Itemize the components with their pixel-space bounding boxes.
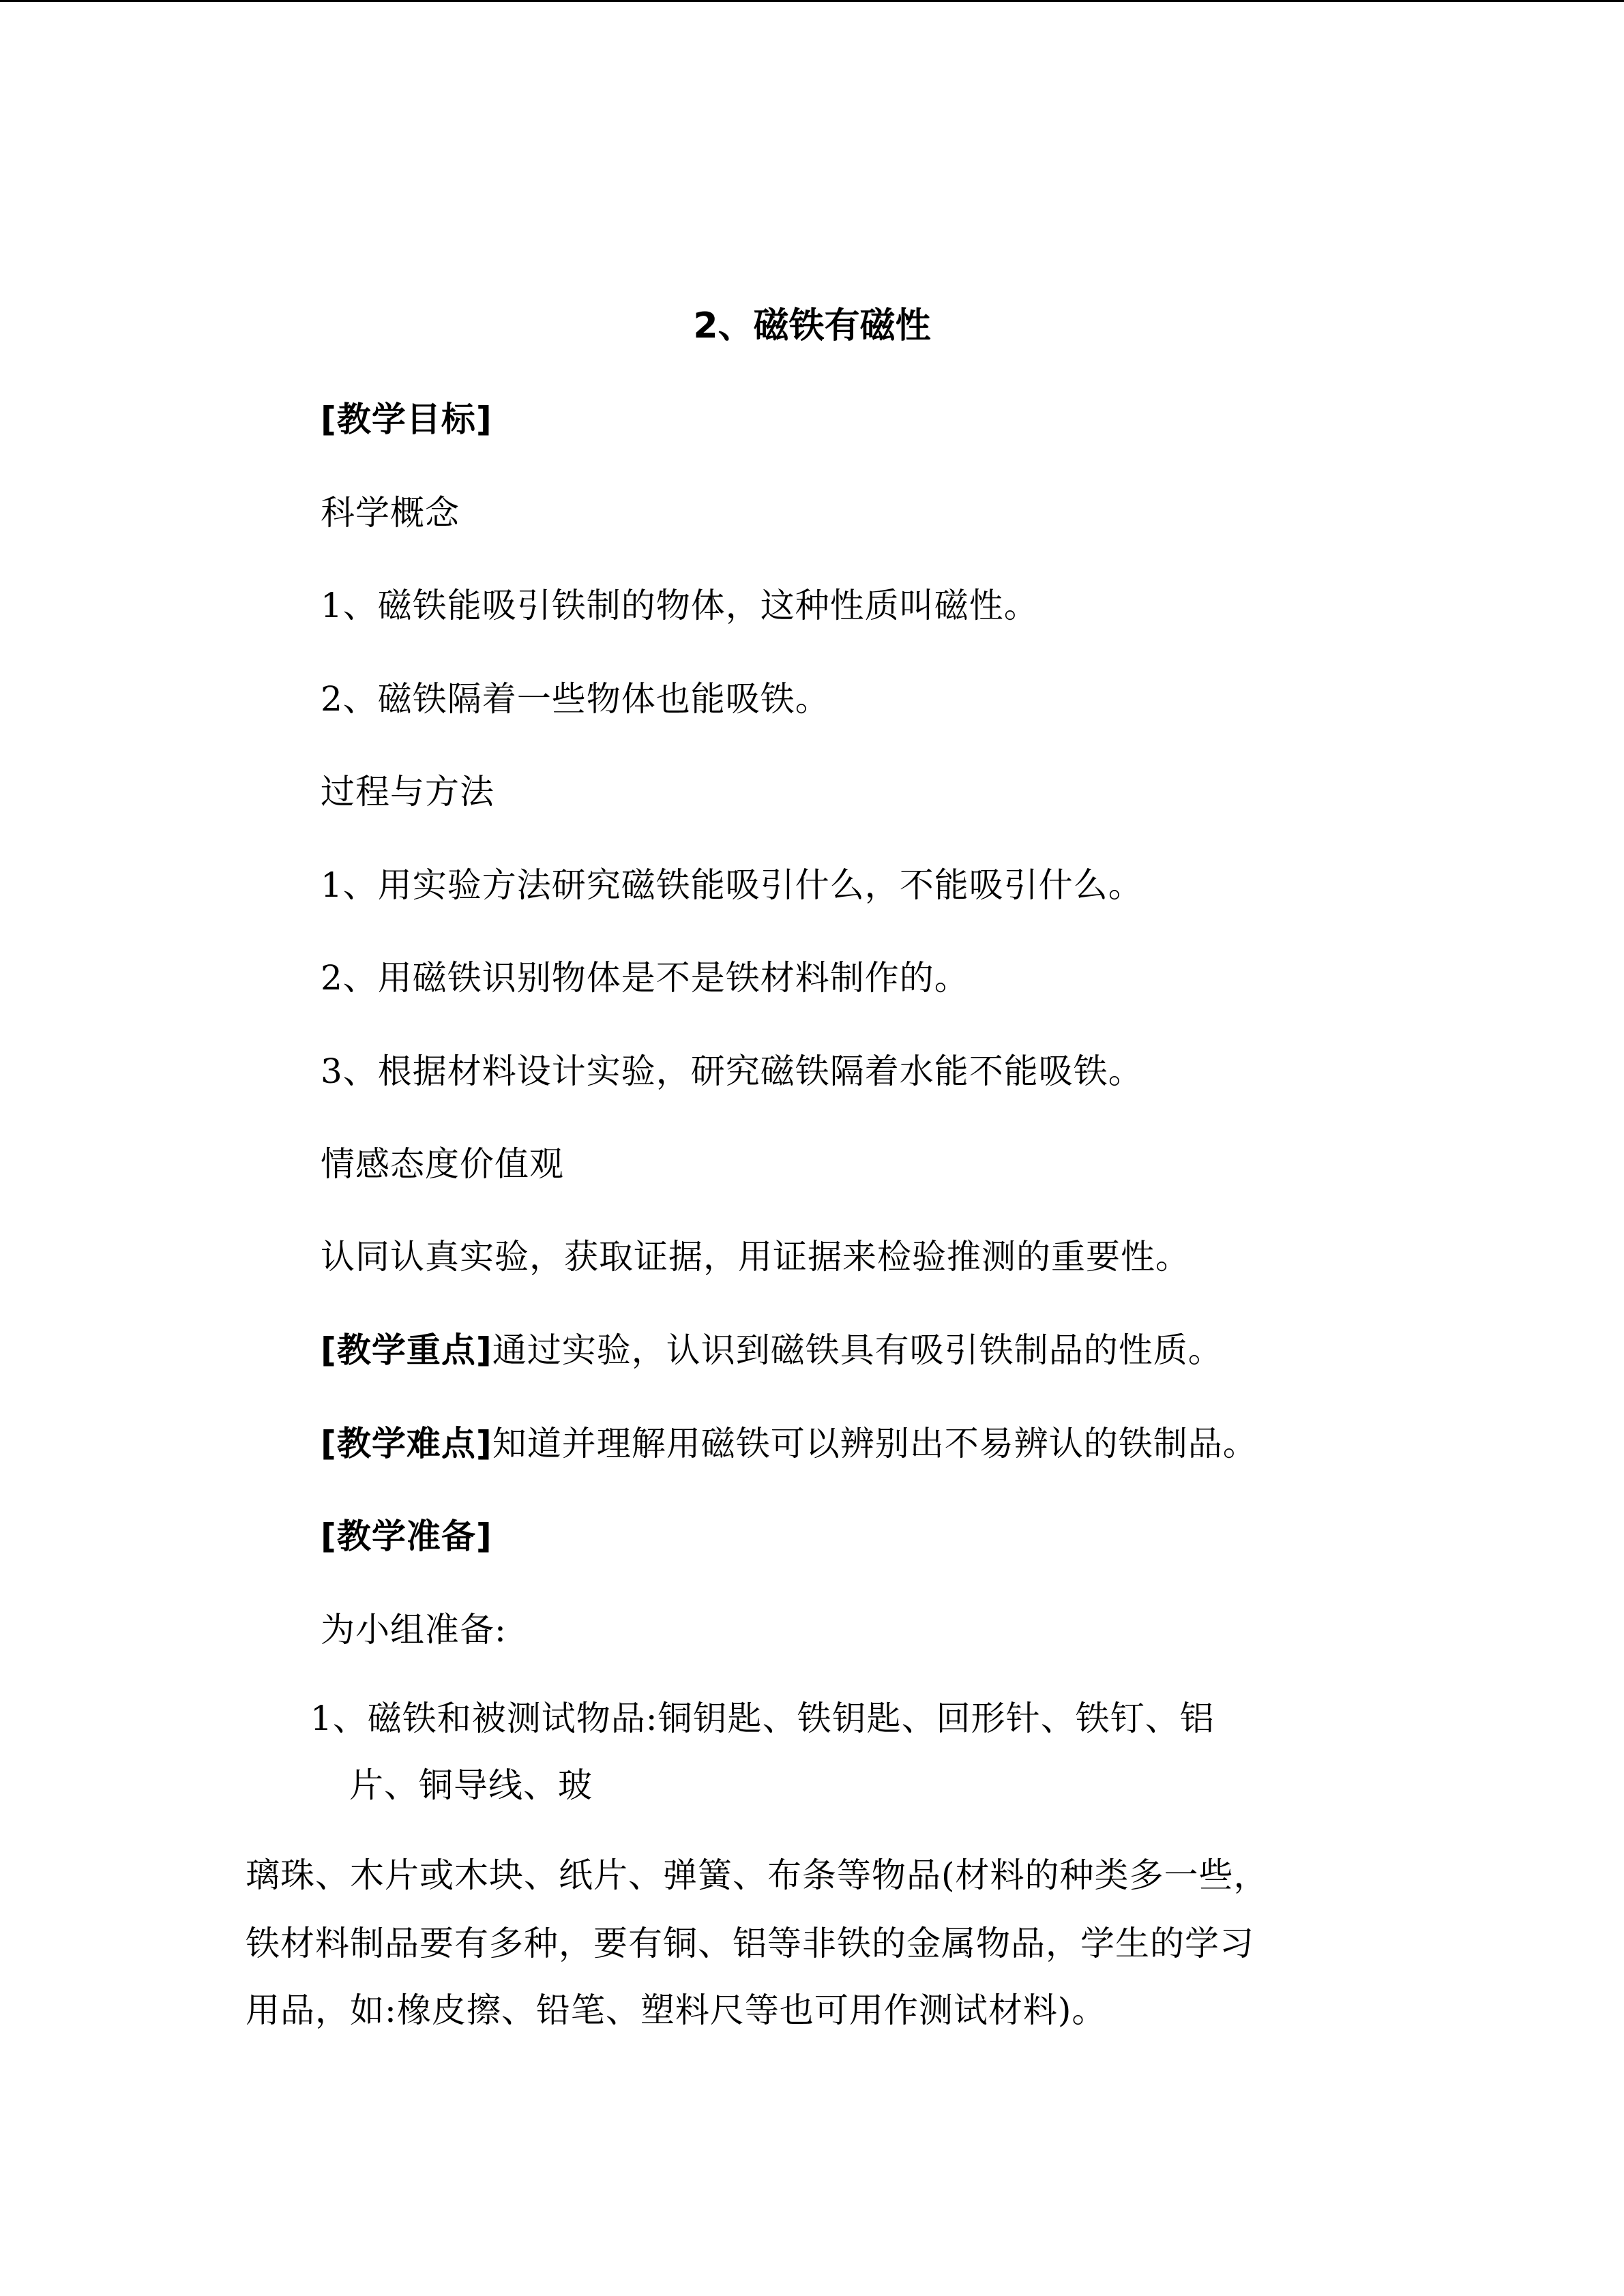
attitudes-heading: 情感态度价值观 <box>321 1144 564 1184</box>
preparation-para-line-2: 铁材料制品要有多种，要有铜、铝等非铁的金属物品，学生的学习 <box>246 1924 1254 1963</box>
difficulty-label: [教学难点] <box>321 1424 492 1463</box>
objectives-heading: [教学目标] <box>321 400 492 439</box>
science-concept-item-1: 1、磁铁能吸引铁制的物体，这种性质叫磁性。 <box>321 586 1039 625</box>
document-title: 2、磁铁有磁性 <box>693 305 931 346</box>
process-method-item-2: 2、用磁铁识别物体是不是铁材料制作的。 <box>321 958 969 998</box>
preparation-para-line-1: 璃珠、木片或木块、纸片、弹簧、布条等物品(材料的种类多一些， <box>246 1855 1269 1895</box>
key-point <box>321 1330 1223 1371</box>
page-top-border <box>0 0 1624 2</box>
science-concepts-heading: 科学概念 <box>321 493 460 533</box>
process-method-item-1: 1、用实验方法研究磁铁能吸引什么，不能吸引什么。 <box>321 865 1143 905</box>
key-point-text: 通过实验，认识到磁铁具有吸引铁制品的性质。 <box>492 1330 1223 1370</box>
science-concept-item-2: 2、磁铁隔着一些物体也能吸铁。 <box>321 679 830 719</box>
preparation-intro: 为小组准备: <box>321 1610 507 1650</box>
key-point-label: [教学重点] <box>321 1330 492 1370</box>
difficulty <box>321 1423 1258 1464</box>
preparation-item-line-2: 片、铜导线、玻 <box>349 1765 593 1805</box>
preparation-item-line-1: 1、磁铁和被测试物品:铜钥匙、铁钥匙、回形针、铁钉、铝 <box>310 1699 1215 1738</box>
process-methods-heading: 过程与方法 <box>321 772 494 811</box>
difficulty-text: 知道并理解用磁铁可以辨别出不易辨认的铁制品。 <box>492 1424 1258 1463</box>
preparation-heading: [教学准备] <box>321 1517 492 1556</box>
process-method-item-3: 3、根据材料设计实验，研究磁铁隔着水能不能吸铁。 <box>321 1052 1143 1091</box>
preparation-para-line-3: 用品，如:橡皮擦、铅笔、塑料尺等也可用作测试材料)。 <box>246 1991 1107 2030</box>
attitudes-text: 认同认真实验，获取证据，用证据来检验推测的重要性。 <box>321 1237 1190 1277</box>
